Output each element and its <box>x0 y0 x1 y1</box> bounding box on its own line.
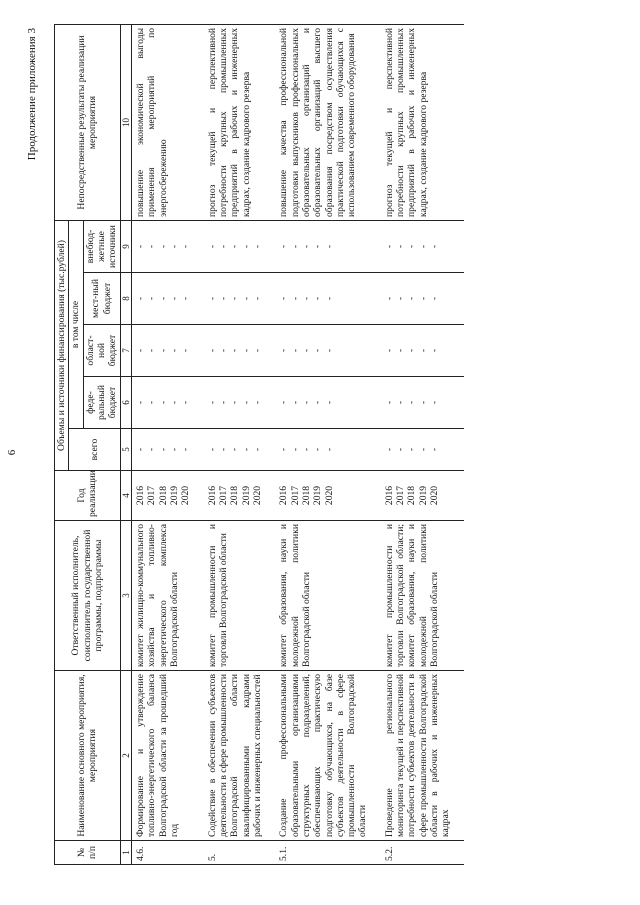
column-number: 7 <box>120 325 132 377</box>
header-executor: Ответственный исполнитель, соисполнитель государственной программы, подпрограммы <box>55 521 121 671</box>
table-row <box>132 24 204 864</box>
row-federal: - - - - - <box>204 377 276 429</box>
row-name: Создание профессиональными образовательными организациями структурных подразделений, обеспечивающих практическую подготовку обучающихся, на базе субъектов деятельности в сфере промышленности Волгоградской области <box>275 671 381 841</box>
row-local: - - - - - <box>275 273 381 325</box>
row-num: 4.6. <box>132 841 204 865</box>
row-regional: - - - - - <box>132 325 204 377</box>
header-extra: внебюд-жетные источники <box>83 220 120 272</box>
column-number: 3 <box>120 521 132 671</box>
row-total: - - - - - <box>275 429 381 471</box>
row-num: 5.2. <box>381 841 464 865</box>
row-name: Содействие в обеспечении субъектов деятельности в сфере промышленности Волгоградской области квалифицированными кадрами рабочих и инженерных специальностей <box>204 671 276 841</box>
table-row <box>381 24 464 864</box>
header-federal: феде-ральный бюджет <box>83 377 120 429</box>
row-federal: - - - - - <box>381 377 464 429</box>
header-finance: Объемы и источники финансирования (тыс.рублей) <box>55 220 69 470</box>
column-number: 1 <box>120 841 132 865</box>
row-executor: комитет промышленности и торговли Волгоградской области; комитет образования, науки и молодежной политики Волгоградской области <box>381 521 464 671</box>
row-local: - - - - - <box>381 273 464 325</box>
row-total: - - - - - <box>381 429 464 471</box>
row-regional: - - - - - <box>275 325 381 377</box>
row-total: - - - - - <box>132 429 204 471</box>
row-extra: - - - - - <box>204 220 276 272</box>
row-extra: - - - - - <box>132 220 204 272</box>
header-year: Год реализации <box>55 471 121 521</box>
measures-table <box>54 24 464 865</box>
column-number: 4 <box>120 471 132 521</box>
row-years: 2016 2017 2018 2019 2020 <box>381 471 464 521</box>
row-regional: - - - - - <box>204 325 276 377</box>
header-name: Наименование основного мероприятия, мероприятия <box>55 671 121 841</box>
header-incl: в том числе <box>69 220 83 428</box>
row-local: - - - - - <box>132 273 204 325</box>
column-number: 10 <box>120 24 132 220</box>
column-number: 8 <box>120 273 132 325</box>
row-years: 2016 2017 2018 2019 2020 <box>132 471 204 521</box>
row-name: Проведение регионального мониторинга текущей и перспективной потребности субъектов деятельности в сфере промышленности Волгоградской области в рабочих и инженерных кадрах <box>381 671 464 841</box>
table-row <box>204 24 276 864</box>
row-executor: комитет образования, науки и молодежной политики Волгоградской области <box>275 521 381 671</box>
row-federal: - - - - - <box>275 377 381 429</box>
row-result: прогноз текущей и перспективной потребности крупных промышленных предприятий в рабочих и инженерных кадрах, создание кадрового резерва <box>381 24 464 220</box>
row-executor: комитет жилищно-коммунального хозяйства и топливно-энергетического комплекса Волгоградской области <box>132 521 204 671</box>
row-result: повышение качества профессиональной подготовки выпускников профессиональных образовательных организаций и образовательных организаций высшего образования посредством осуществления практической подготовки обучающихся с использованием современного оборудования <box>275 24 381 220</box>
row-extra: - - - - - <box>275 220 381 272</box>
row-executor: комитет промышленности и торговли Волгоградской области <box>204 521 276 671</box>
column-number: 5 <box>120 429 132 471</box>
row-total: - - - - - <box>204 429 276 471</box>
row-extra: - - - - - <box>381 220 464 272</box>
column-number: 6 <box>120 377 132 429</box>
row-local: - - - - - <box>204 273 276 325</box>
column-number: 9 <box>120 220 132 272</box>
row-result: повышение экономической выгоды применения мероприятий по энергосбережению <box>132 24 204 220</box>
row-years: 2016 2017 2018 2019 2020 <box>275 471 381 521</box>
row-result: прогноз текущей и перспективной потребности крупных промышленных предприятий в рабочих и инженерных кадрах, создание кадрового резерва <box>204 24 276 220</box>
table-row <box>275 24 381 864</box>
header-local: мест-ный бюджет <box>83 273 120 325</box>
row-years: 2016 2017 2018 2019 2020 <box>204 471 276 521</box>
row-regional: - - - - - <box>381 325 464 377</box>
header-total: всего <box>69 429 120 471</box>
header-results: Непосредственные результаты реализации мероприятия <box>55 24 121 220</box>
row-name: Формирование и утверждение топливно-энергетического баланса Волгоградской области за прошедший год <box>132 671 204 841</box>
header-num: № п/п <box>55 841 121 865</box>
column-number: 2 <box>120 671 132 841</box>
row-federal: - - - - - <box>132 377 204 429</box>
page-number: 6 <box>6 449 18 456</box>
row-num: 5.1. <box>275 841 381 865</box>
row-num: 5. <box>204 841 276 865</box>
header-regional: област-ной бюджет <box>83 325 120 377</box>
continuation-note: Продолжение приложения 3 <box>26 28 38 161</box>
